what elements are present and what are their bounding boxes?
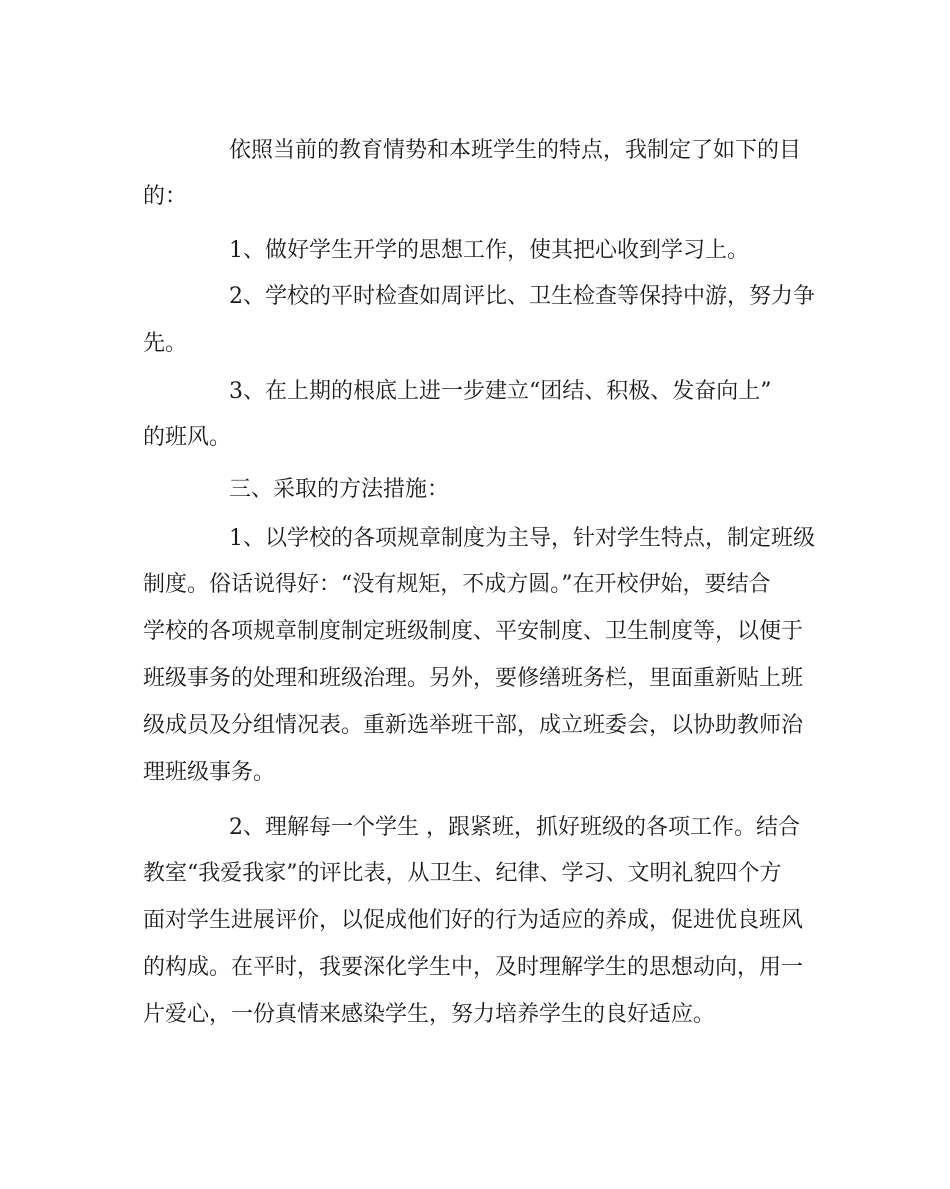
text-line: 依照当前的教育情势和本班学生的特点，我制定了如下的目 <box>229 138 802 163</box>
text-line: 班级事务的处理和班级治理。另外，要修缮班务栏，里面重新贴上班 <box>143 666 804 691</box>
text-line: 先。 <box>143 331 188 356</box>
section-heading: 三、采取的方法措施： <box>229 477 450 502</box>
text-line: 面对学生进展评价，以促成他们好的行为适应的养成，促进优良班风 <box>143 908 804 933</box>
text-line: 理班级事务。 <box>143 760 276 785</box>
text-line: 2、理解每一个学生 ，跟紧班，抓好班级的各项工作。结合 <box>229 815 800 840</box>
text-line: 学校的各项规章制度制定班级制度、平安制度、卫生制度等，以便于 <box>143 619 804 644</box>
text-line: 3、在上期的根底上进一步建立“团结、积极、发奋向上” <box>229 379 772 404</box>
text-line: 的班风。 <box>143 425 232 450</box>
text-line: 教室“我爱我家”的评比表，从卫生、纪律、学习、文明礼貌四个方 <box>143 861 782 886</box>
text-line: 的： <box>143 184 188 209</box>
text-line: 片爱心，一份真情来感染学生，努力培养学生的良好适应。 <box>143 1002 716 1027</box>
text-line: 级成员及分组情况表。重新选举班干部，成立班委会，以协助教师治 <box>143 713 804 738</box>
text-line: 的构成。在平时，我要深化学生中，及时理解学生的思想动向，用一 <box>143 955 804 980</box>
text-line: 1、以学校的各项规章制度为主导，针对学生特点，制定班级 <box>229 526 815 551</box>
text-line: 2、学校的平时检查如周评比、卫生检查等保持中游，努力争 <box>229 284 815 309</box>
text-line: 制度。俗话说得好：“没有规矩，不成方圆。”在开校伊始，要结合 <box>143 572 771 597</box>
text-line: 1、做好学生开学的思想工作，使其把心收到学习上。 <box>229 238 749 263</box>
